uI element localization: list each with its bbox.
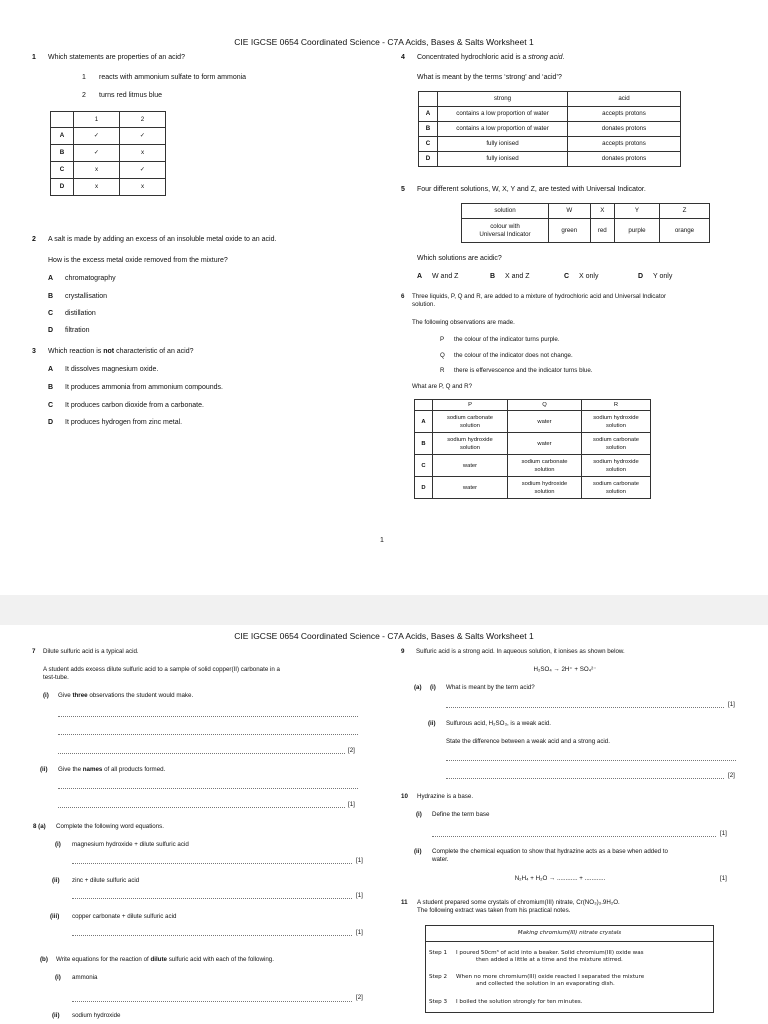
- row-label: colour with Universal Indicator: [462, 219, 549, 243]
- part-label: (iii): [50, 913, 60, 920]
- marks: [1]: [720, 875, 727, 882]
- table-header: solution: [462, 204, 549, 219]
- step-label: Step 2: [429, 974, 448, 980]
- step-text: When no more chromium(III) oxide reacted I separated the mixture: [456, 974, 645, 980]
- table-cell: donates protons: [568, 122, 681, 137]
- part-label: (ii): [414, 848, 422, 855]
- part-label: (ii): [40, 766, 48, 773]
- statement-text: reacts with ammonium sulfate to form ammonia: [99, 74, 247, 81]
- table-cell: x: [120, 179, 166, 196]
- ionisation-equation: H₂SO₄ → 2H⁺ + SO₄²⁻: [533, 666, 597, 673]
- marks: [2]: [348, 747, 355, 754]
- observation-letter: R: [440, 367, 445, 374]
- option-text: It produces carbon dioxide from a carbonate.: [65, 402, 204, 409]
- question-number: 10: [401, 793, 408, 800]
- question-number: 9: [401, 648, 405, 655]
- table-cell: contains a low proportion of water: [438, 122, 568, 137]
- q4-answer-table: [418, 91, 681, 167]
- row-letter: B: [51, 145, 74, 162]
- part-label: (ii): [52, 877, 60, 884]
- option-letter: A: [48, 275, 54, 282]
- question-number: 3: [32, 348, 36, 355]
- row-letter: A: [51, 128, 74, 145]
- question-number: 11: [401, 899, 408, 906]
- notes-title: Making chromium(III) nitrate crystals: [517, 930, 622, 936]
- part-label: (i): [430, 684, 436, 691]
- part-text: sodium hydroxide: [72, 1012, 121, 1019]
- observation-letter: P: [440, 336, 445, 343]
- question-text: A salt is made by adding an excess of an insoluble metal oxide to an acid.: [48, 236, 277, 243]
- answer-line[interactable]: [446, 760, 736, 761]
- question-number: 5: [401, 186, 405, 193]
- option-text: W and Z: [432, 273, 459, 280]
- step-text: I boiled the solution strongly for ten minutes.: [456, 999, 583, 1005]
- question-text: Sulfuric acid is a strong acid. In aqueous solution, it ionises as shown below.: [416, 648, 625, 655]
- answer-line[interactable]: [72, 863, 352, 864]
- row-letter: C: [415, 455, 433, 477]
- observation-text: there is effervescence and the indicator turns blue.: [454, 367, 593, 374]
- question-prompt: What are P, Q and R?: [412, 383, 473, 390]
- question-text: Hydrazine is a base.: [417, 793, 474, 800]
- page-title: CIE IGCSE 0654 Coordinated Science - C7A Acids, Bases & Salts Worksheet 1: [234, 631, 534, 641]
- option-text: Y only: [653, 273, 673, 280]
- table-cell: x: [120, 145, 166, 162]
- question-text: Which statements are properties of an acid?: [48, 54, 185, 61]
- table-header: acid: [568, 92, 681, 107]
- question-number: 6: [401, 293, 405, 300]
- practical-notes-box: [425, 925, 714, 1013]
- base-equation: N₂H₄ + H₂O → ............ + ............: [514, 875, 606, 882]
- table-cell: purple: [615, 219, 660, 243]
- q5-indicator-table: [461, 203, 710, 243]
- answer-line[interactable]: [58, 716, 358, 717]
- question-text: The following observations are made.: [412, 319, 515, 326]
- table-cell: contains a low proportion of water: [438, 107, 568, 122]
- table-cell: water: [433, 477, 508, 499]
- part-text: copper carbonate + dilute sulfuric acid: [72, 913, 177, 920]
- question-text: solution.: [412, 301, 436, 308]
- table-cell: orange: [659, 219, 709, 243]
- table-cell: fully ionised: [438, 137, 568, 152]
- marks: [1]: [728, 701, 735, 708]
- table-cell: sodium hydroxide solution: [582, 411, 651, 433]
- option-text: distillation: [65, 310, 96, 317]
- table-cell: sodium hydroxide solution: [433, 433, 508, 455]
- statement-number: 1: [82, 74, 86, 81]
- marks: [1]: [348, 801, 355, 808]
- table-cell: water: [433, 455, 508, 477]
- table-cell: sodium carbonate solution: [508, 455, 582, 477]
- table-header: Y: [615, 204, 660, 219]
- option-letter: D: [48, 327, 54, 334]
- part-label: (a): [414, 684, 422, 691]
- part-text: ammonia: [72, 974, 98, 981]
- table-header: 2: [120, 112, 166, 128]
- question-text: A student adds excess dilute sulfuric acid to a sample of solid copper(II) carbonate in a: [43, 666, 280, 673]
- table-cell: sodium carbonate solution: [582, 477, 651, 499]
- question-text: Concentrated hydrochloric acid is a strong acid.: [417, 54, 565, 61]
- step-text: and collected the solution in an evaporating dish.: [476, 981, 615, 987]
- part-text: Give three observations the student would make.: [58, 692, 194, 699]
- marks: [2]: [356, 994, 363, 1001]
- page-gap: [0, 595, 768, 625]
- table-corner: [415, 400, 433, 411]
- answer-line[interactable]: [58, 734, 358, 735]
- option-letter: C: [48, 310, 54, 317]
- observation-letter: Q: [440, 352, 445, 359]
- answer-line[interactable]: [58, 807, 345, 808]
- option-letter: C: [564, 273, 570, 280]
- option-text: X only: [579, 273, 599, 280]
- option-text: filtration: [65, 327, 90, 334]
- option-text: It dissolves magnesium oxide.: [65, 366, 159, 373]
- part-text: Sulfurous acid, H₂SO₃, is a weak acid.: [446, 720, 551, 727]
- row-letter: A: [419, 107, 438, 122]
- row-letter: D: [415, 477, 433, 499]
- part-label: (i): [416, 811, 422, 818]
- table-header: R: [582, 400, 651, 411]
- row-letter: B: [415, 433, 433, 455]
- part-text: Define the term base: [432, 811, 490, 818]
- observation-text: the colour of the indicator does not change.: [454, 352, 573, 359]
- row-letter: C: [51, 162, 74, 179]
- step-label: Step 3: [429, 999, 448, 1005]
- part-text: zinc + dilute sulfuric acid: [72, 877, 140, 884]
- answer-line[interactable]: [58, 788, 358, 789]
- table-cell: sodium hydroxide solution: [582, 455, 651, 477]
- page-title: CIE IGCSE 0654 Coordinated Science - C7A Acids, Bases & Salts Worksheet 1: [234, 37, 534, 47]
- question-text: Three liquids, P, Q and R, are added to a mixture of hydrochloric acid and Universal Indicator: [412, 293, 667, 300]
- table-cell: ✓: [74, 128, 120, 145]
- question-text: Dilute sulfuric acid is a typical acid.: [43, 648, 139, 655]
- answer-line[interactable]: [72, 935, 352, 936]
- row-letter: C: [419, 137, 438, 152]
- table-header: 1: [74, 112, 120, 128]
- table-cell: red: [590, 219, 615, 243]
- q6-answer-table: [414, 399, 651, 499]
- table-cell: green: [549, 219, 591, 243]
- option-text: It produces hydrogen from zinc metal.: [65, 419, 183, 426]
- part-text: Write equations for the reaction of dilute sulfuric acid with each of the following.: [56, 956, 274, 963]
- marks: [1]: [720, 830, 727, 837]
- question-number: 4: [401, 54, 405, 61]
- table-cell: ✓: [74, 145, 120, 162]
- table-cell: water: [508, 433, 582, 455]
- option-text: chromatography: [65, 275, 116, 282]
- page-number: 1: [380, 537, 384, 544]
- worksheet-page-2: [0, 625, 768, 1024]
- table-cell: x: [74, 179, 120, 196]
- table-cell: ✓: [120, 162, 166, 179]
- table-header: Q: [508, 400, 582, 411]
- part-label: (b): [40, 956, 48, 963]
- answer-line[interactable]: [58, 753, 345, 754]
- marks: [1]: [356, 929, 363, 936]
- table-cell: fully ionised: [438, 152, 568, 167]
- table-cell: x: [74, 162, 120, 179]
- table-cell: donates protons: [568, 152, 681, 167]
- marks: [2]: [728, 772, 735, 779]
- answer-line[interactable]: [446, 778, 724, 779]
- question-text: Which reaction is not characteristic of an acid?: [48, 348, 194, 355]
- statement-number: 2: [82, 92, 86, 99]
- option-text: It produces ammonia from ammonium compounds.: [65, 384, 223, 391]
- row-letter: B: [419, 122, 438, 137]
- part-text: Give the names of all products formed.: [58, 766, 166, 773]
- step-text: then added a little at a time and the mixture stirred.: [476, 957, 623, 963]
- question-number: 1: [32, 54, 36, 61]
- option-letter: A: [417, 273, 423, 280]
- option-letter: D: [638, 273, 644, 280]
- table-header: strong: [438, 92, 568, 107]
- step-text: I poured 50cm³ of acid into a beaker. Solid chromium(III) oxide was: [456, 950, 644, 956]
- part-label: (i): [55, 841, 61, 848]
- question-prompt: What is meant by the terms ‘strong’ and ‘acid’?: [417, 74, 562, 81]
- row-letter: D: [419, 152, 438, 167]
- part-text: Complete the chemical equation to show that hydrazine acts as a base when added to: [432, 848, 668, 855]
- marks: [1]: [356, 892, 363, 899]
- part-text: water.: [432, 856, 449, 863]
- option-letter: A: [48, 366, 54, 373]
- question-prompt: How is the excess metal oxide removed from the mixture?: [48, 257, 228, 264]
- table-header: X: [590, 204, 615, 219]
- part-text: What is meant by the term acid?: [446, 684, 535, 691]
- question-text: The following extract was taken from his practical notes.: [417, 907, 571, 914]
- option-letter: C: [48, 402, 54, 409]
- table-cell: accepts protons: [568, 107, 681, 122]
- q1-answer-table: [50, 111, 166, 196]
- question-text: Complete the following word equations.: [56, 823, 165, 830]
- option-text: X and Z: [505, 273, 530, 280]
- option-letter: B: [48, 384, 54, 391]
- table-cell: sodium carbonate solution: [433, 411, 508, 433]
- option-letter: B: [48, 293, 54, 300]
- part-text: State the difference between a weak acid and a strong acid.: [446, 738, 610, 745]
- answer-line[interactable]: [446, 707, 724, 708]
- table-corner: [419, 92, 438, 107]
- part-text: magnesium hydroxide + dilute sulfuric acid: [72, 841, 189, 848]
- table-corner: [51, 112, 74, 128]
- question-number: 2: [32, 236, 36, 243]
- step-label: Step 1: [429, 950, 448, 956]
- row-letter: A: [415, 411, 433, 433]
- part-label: (ii): [428, 720, 436, 727]
- option-letter: B: [490, 273, 496, 280]
- part-label: (i): [55, 974, 61, 981]
- table-cell: accepts protons: [568, 137, 681, 152]
- marks: [1]: [356, 857, 363, 864]
- question-text: Four different solutions, W, X, Y and Z, are tested with Universal Indicator.: [417, 186, 646, 193]
- question-number: 8 (a): [33, 823, 46, 830]
- part-label: (ii): [52, 1012, 60, 1019]
- answer-line[interactable]: [72, 1001, 352, 1002]
- option-letter: D: [48, 419, 54, 426]
- answer-line[interactable]: [432, 836, 716, 837]
- table-cell: ✓: [120, 128, 166, 145]
- part-label: (i): [43, 692, 49, 699]
- row-letter: D: [51, 179, 74, 196]
- answer-line[interactable]: [72, 898, 352, 899]
- question-text: test-tube.: [43, 674, 69, 681]
- question-prompt: Which solutions are acidic?: [417, 255, 502, 262]
- table-cell: sodium hydroxide solution: [508, 477, 582, 499]
- table-cell: sodium carbonate solution: [582, 433, 651, 455]
- option-text: crystallisation: [65, 293, 108, 300]
- question-number: 7: [32, 648, 36, 655]
- table-header: Z: [659, 204, 709, 219]
- table-header: W: [549, 204, 591, 219]
- table-cell: water: [508, 411, 582, 433]
- table-header: P: [433, 400, 508, 411]
- observation-text: the colour of the indicator turns purple.: [454, 336, 560, 343]
- question-text: A student prepared some crystals of chromium(III) nitrate, Cr(NO₃)₃.9H₂O.: [417, 899, 620, 906]
- statement-text: turns red litmus blue: [99, 92, 163, 99]
